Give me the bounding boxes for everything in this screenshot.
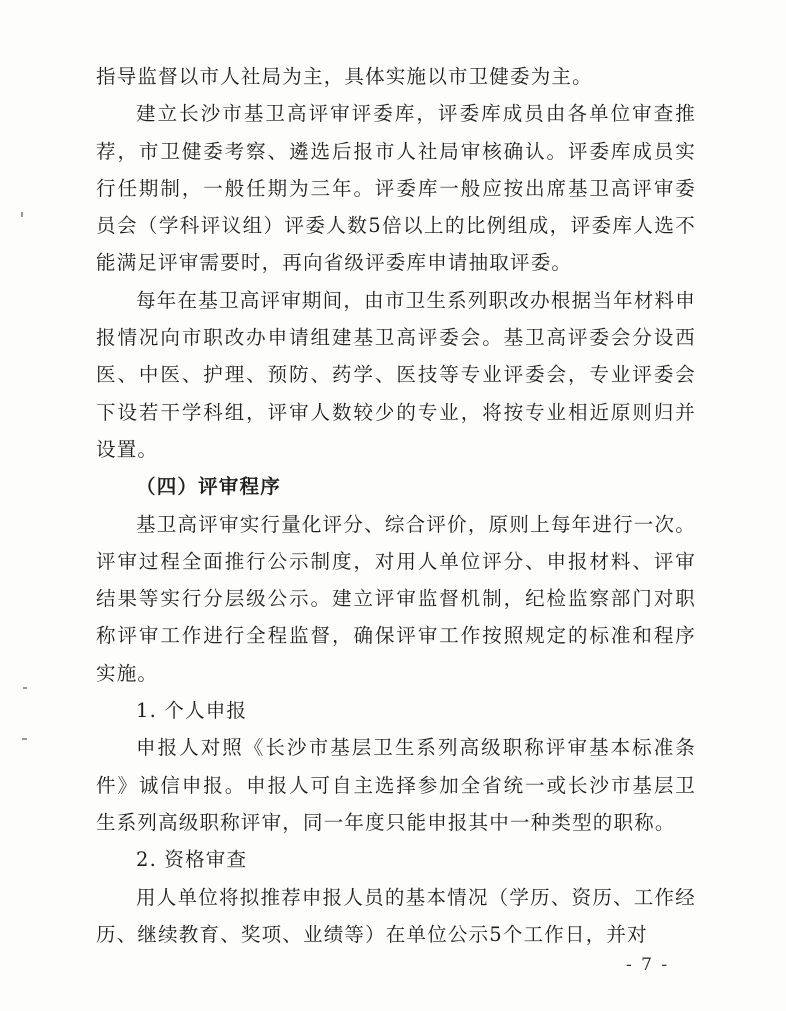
scan-artifact-mark	[21, 212, 23, 217]
page-number: - 7 -	[626, 955, 670, 975]
section-heading-review-procedure: （四）评审程序	[136, 475, 281, 499]
subheading-personal-application: 1. 个人申报	[136, 699, 248, 723]
scan-artifact-mark	[23, 687, 27, 689]
paragraph-evaluation-committee: 每年在基卫高评审期间，由市卫生系列职改办根据当年材料申报情况向市职改办申请组建基卫高评委会。基卫高评委会分设西医、中医、护理、预防、药学、医技等专业评委会，专业评委会下设若干学科组，评审人数较少的专业，将按专业相近原则归并设置。	[96, 288, 696, 461]
subheading-qualification-review: 2. 资格审查	[136, 848, 248, 872]
document-body	[96, 58, 696, 953]
paragraph-personal-application: 申报人对照《长沙市基层卫生系列高级职称评审基本标准条件》诚信申报。申报人可自主选择参加全省统一或长沙市基层卫生系列高级职称评审，同一年度只能申报其中一种类型的职称。	[96, 736, 696, 834]
paragraph-qualification-review: 用人单位将拟推荐申报人员的基本情况（学历、资历、工作经历、继续教育、奖项、业绩等）在单位公示5个工作日，并对	[96, 885, 696, 946]
paragraph-evaluation-expert-pool: 建立长沙市基卫高评审评委库，评委库成员由各单位审查推荐，市卫健委考察、遴选后报市人社局审核确认。评委库成员实行任期制，一般任期为三年。评委库一般应按出席基卫高评审委员会（学科评议组）评委人数5倍以上的比例组成，评委库人选不能满足评审需要时，再向省级评委库申请抽取评委。	[96, 102, 696, 275]
scan-artifact-mark	[22, 738, 27, 740]
paragraph-continuation: 指导监督以市人社局为主，具体实施以市卫健委为主。	[96, 65, 593, 88]
paragraph-review-procedure: 基卫高评审实行量化评分、综合评价，原则上每年进行一次。评审过程全面推行公示制度，对用人单位评分、申报材料、评审结果等实行分层级公示。建立评审监督机制，纪检监察部门对职称评审工作进行全程监督，确保评审工作按照规定的标准和程序实施。	[96, 512, 696, 685]
